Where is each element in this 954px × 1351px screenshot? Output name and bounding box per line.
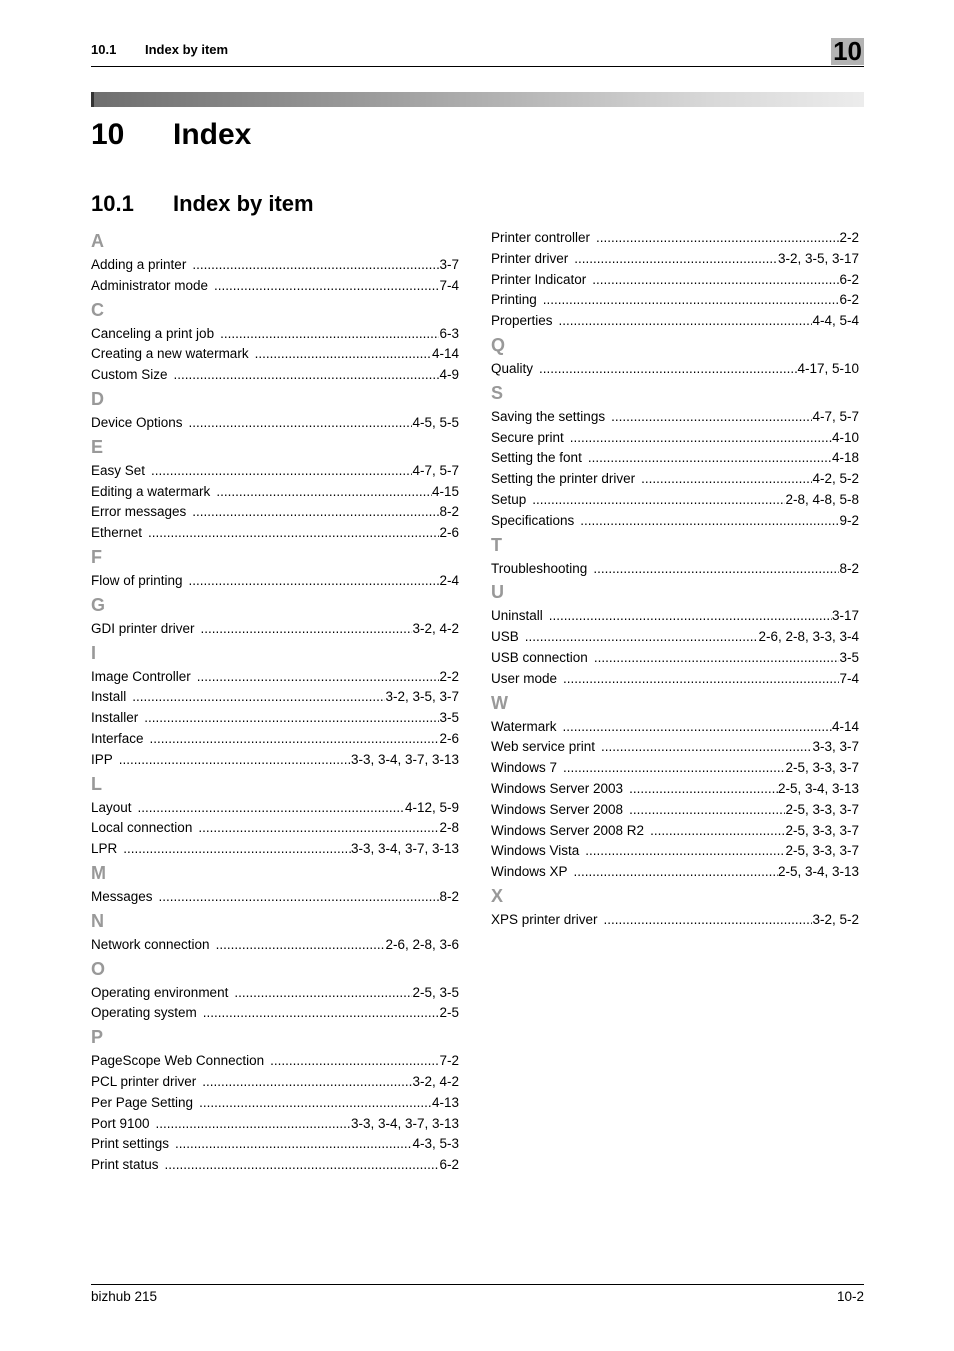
index-letter-heading: I <box>91 642 97 663</box>
index-entry-pages: 4-14 <box>831 718 859 734</box>
index-entry <box>491 606 859 627</box>
decorative-gradient-bar <box>91 92 864 107</box>
index-entry <box>91 255 459 276</box>
index-entry-term: Easy Set <box>91 462 146 478</box>
dot-leader <box>588 448 832 469</box>
page-footer <box>91 1284 864 1309</box>
index-column-right <box>491 228 859 931</box>
dot-leader <box>650 821 785 842</box>
dot-leader <box>559 311 813 332</box>
index-entry-term: Editing a watermark <box>91 483 211 499</box>
index-entry-term: Error messages <box>91 504 187 520</box>
index-entry <box>91 413 459 434</box>
index-entry-pages: 3-5 <box>439 710 459 726</box>
index-entry <box>91 1155 459 1176</box>
index-entry <box>491 270 859 291</box>
index-entry <box>491 841 859 862</box>
index-entry <box>91 687 459 708</box>
index-entry-pages: 6-2 <box>839 292 859 308</box>
index-entry-pages: 2-6, 2-8, 3-3, 3-4 <box>758 629 859 645</box>
index-column-left <box>91 228 459 1176</box>
dot-leader <box>563 669 839 690</box>
index-entry <box>491 359 859 380</box>
index-entry-pages: 2-8, 4-8, 5-8 <box>785 491 859 507</box>
index-entry-pages: 3-7 <box>439 257 459 272</box>
chapter-heading <box>91 118 251 152</box>
index-entry-term: Windows Vista <box>491 843 580 859</box>
index-letter-heading: P <box>91 1027 104 1048</box>
dot-leader <box>151 461 412 482</box>
index-entry-pages: 6-2 <box>839 271 859 287</box>
dot-leader <box>144 708 439 729</box>
header-chapter-number: 10 <box>833 36 862 66</box>
dot-leader <box>574 862 778 883</box>
index-entry-term: LPR <box>91 841 118 857</box>
dot-leader <box>580 511 839 532</box>
index-entry-pages: 3-3, 3-4, 3-7, 3-13 <box>350 751 459 767</box>
index-entry <box>491 669 859 690</box>
index-entry-pages: 3-2, 3-5, 3-7 <box>385 689 459 705</box>
index-entry-pages: 2-6 <box>439 730 459 746</box>
dot-leader <box>596 228 839 249</box>
dot-leader <box>563 717 832 738</box>
index-entry-pages: 3-5 <box>839 649 859 665</box>
index-entry-pages: 6-2 <box>439 1157 459 1173</box>
dot-leader <box>132 687 385 708</box>
index-entry-term: Messages <box>91 888 153 904</box>
dot-leader <box>611 407 812 428</box>
index-entry-pages: 3-2, 3-5, 3-17 <box>777 250 859 266</box>
index-entry-pages: 4-17, 5-10 <box>797 360 859 376</box>
index-entry <box>91 365 459 386</box>
index-entry-term: Interface <box>91 730 144 746</box>
dot-leader <box>197 667 440 688</box>
chapter-title: Index <box>173 118 252 151</box>
index-entry-term: Per Page Setting <box>91 1094 194 1110</box>
index-entry-pages: 2-5, 3-3, 3-7 <box>785 760 859 776</box>
index-entry-term: User mode <box>491 670 558 686</box>
index-entry <box>91 461 459 482</box>
index-entry-pages: 4-12, 5-9 <box>404 799 459 815</box>
index-entry-pages: 4-4, 5-4 <box>812 313 859 329</box>
index-entry-term: Adding a printer <box>91 257 187 272</box>
dot-leader <box>220 324 439 345</box>
index-entry-term: Custom Size <box>91 367 168 383</box>
dot-leader <box>585 841 785 862</box>
dot-leader <box>641 469 812 490</box>
dot-leader <box>563 758 785 779</box>
dot-leader <box>629 779 778 800</box>
index-letter-heading: C <box>91 299 104 320</box>
index-entry-pages: 7-2 <box>439 1053 459 1069</box>
chapter-number: 10 <box>91 118 125 151</box>
index-entry-pages: 4-13 <box>431 1094 459 1110</box>
index-entry <box>491 758 859 779</box>
index-letter-heading: Q <box>491 334 506 355</box>
index-entry-term: Troubleshooting <box>491 560 588 576</box>
index-entry-pages: 2-6, 2-8, 3-6 <box>385 936 459 952</box>
index-entry-term: Network connection <box>91 936 210 952</box>
index-letter-heading: T <box>491 534 502 555</box>
index-letter-heading: A <box>91 231 104 251</box>
dot-leader <box>150 729 440 750</box>
index-entry <box>91 983 459 1004</box>
index-entry-term: Properties <box>491 313 553 329</box>
index-entry <box>91 1134 459 1155</box>
index-entry-pages: 2-5, 3-3, 3-7 <box>785 801 859 817</box>
index-letter-heading: L <box>91 773 102 794</box>
index-entry <box>491 228 859 249</box>
dot-leader <box>165 1155 440 1176</box>
dot-leader <box>216 482 432 503</box>
dot-leader <box>255 344 432 365</box>
index-entry-term: PCL printer driver <box>91 1073 197 1089</box>
index-entry-term: IPP <box>91 751 113 767</box>
index-entry <box>491 800 859 821</box>
index-entry <box>491 311 859 332</box>
index-entry-term: Secure print <box>491 429 564 445</box>
index-entry-pages: 2-4 <box>439 572 459 588</box>
dot-leader <box>119 750 351 771</box>
index-entry-term: Local connection <box>91 820 193 836</box>
index-entry-term: Layout <box>91 799 132 815</box>
index-entry-pages: 2-2 <box>439 668 459 684</box>
index-entry-term: Image Controller <box>91 668 191 684</box>
dot-leader <box>525 627 759 648</box>
dot-leader <box>203 1003 440 1024</box>
dot-leader <box>138 798 405 819</box>
index-entry-term: Installer <box>91 710 139 726</box>
header-section-number: 10.1 <box>91 42 117 57</box>
index-entry-term: PageScope Web Connection <box>91 1053 265 1069</box>
dot-leader <box>148 523 439 544</box>
dot-leader <box>189 413 413 434</box>
index-entry-term: Windows Server 2008 <box>491 801 624 817</box>
index-entry-term: Windows Server 2003 <box>491 780 624 796</box>
index-entry <box>91 839 459 860</box>
index-entry-term: Printer Indicator <box>491 271 587 287</box>
index-entry-term: USB <box>491 629 519 645</box>
index-entry-pages: 4-5, 5-5 <box>412 414 459 430</box>
dot-leader <box>189 571 440 592</box>
index-entry-term: Printer controller <box>491 230 591 245</box>
header-section-title: Index by item <box>145 42 229 57</box>
index-entry-term: Device Options <box>91 414 183 430</box>
index-entry <box>91 729 459 750</box>
index-entry-term: Creating a new watermark <box>91 346 249 362</box>
index-entry-term: Canceling a print job <box>91 325 215 341</box>
index-entry-term: Saving the settings <box>491 408 606 424</box>
index-entry <box>491 428 859 449</box>
index-entry <box>491 627 859 648</box>
index-entry-pages: 4-3, 5-3 <box>412 1136 459 1152</box>
index-entry-pages: 7-4 <box>439 277 459 293</box>
dot-leader <box>592 270 839 291</box>
index-entry-term: Windows XP <box>491 864 568 880</box>
section-title: Index by item <box>173 191 314 216</box>
index-entry-term: Operating system <box>91 1005 197 1021</box>
index-entry-term: Setting the printer driver <box>491 471 636 487</box>
index-entry <box>491 469 859 490</box>
index-entry-pages: 2-5, 3-3, 3-7 <box>785 843 859 859</box>
dot-leader <box>214 276 439 297</box>
index-entry <box>91 1003 459 1024</box>
index-entry-pages: 9-2 <box>839 512 859 528</box>
index-entry-pages: 3-3, 3-4, 3-7, 3-13 <box>350 1115 459 1131</box>
index-entry-pages: 2-5, 3-4, 3-13 <box>777 864 859 880</box>
footer-product-name: bizhub 215 <box>91 1289 158 1304</box>
index-entry-term: GDI printer driver <box>91 620 195 636</box>
index-entry <box>91 667 459 688</box>
index-entry <box>491 862 859 883</box>
index-entry-pages: 3-2, 5-2 <box>812 911 859 927</box>
index-entry-pages: 4-18 <box>831 450 859 466</box>
index-entry-pages: 3-2, 4-2 <box>412 620 459 636</box>
index-entry <box>91 619 459 640</box>
index-entry-pages: 8-2 <box>439 504 459 520</box>
index-entry-pages: 4-10 <box>831 429 859 445</box>
index-entry <box>91 750 459 771</box>
index-entry-term: Print settings <box>91 1136 170 1152</box>
index-letter-heading: N <box>91 910 104 931</box>
dot-leader <box>216 935 386 956</box>
index-entry <box>91 1051 459 1072</box>
index-entry <box>91 482 459 503</box>
index-entry-term: Uninstall <box>491 608 543 624</box>
index-entry-pages: 3-3, 3-7 <box>812 739 859 755</box>
dot-leader <box>159 887 440 908</box>
index-entry <box>91 887 459 908</box>
index-entry-pages: 4-14 <box>431 346 459 362</box>
dot-leader <box>202 1072 412 1093</box>
gradient-bar-tick <box>91 92 94 107</box>
index-entry-pages: 3-2, 4-2 <box>412 1073 459 1089</box>
index-entry <box>91 1072 459 1093</box>
index-entry <box>91 324 459 345</box>
index-letter-heading: G <box>91 594 106 615</box>
index-entry <box>91 571 459 592</box>
index-entry-pages: 2-6 <box>439 525 459 541</box>
index-entry <box>491 490 859 511</box>
index-entry <box>91 1093 459 1114</box>
index-letter-heading: U <box>491 582 504 603</box>
footer-page-number: 10-2 <box>836 1289 864 1304</box>
index-entry-term: Printer driver <box>491 250 569 266</box>
index-entry-term: Setup <box>491 491 527 507</box>
index-entry <box>491 821 859 842</box>
index-letter-heading: F <box>91 546 102 567</box>
index-entry-pages: 4-9 <box>439 367 459 383</box>
dot-leader <box>543 290 840 311</box>
index-entry <box>491 290 859 311</box>
dot-leader <box>192 502 439 523</box>
index-entry-term: Setting the font <box>491 450 582 466</box>
index-entry-pages: 2-5, 3-5 <box>412 984 459 1000</box>
dot-leader <box>175 1134 412 1155</box>
index-entry-term: Specifications <box>491 512 575 528</box>
index-entry-pages: 2-5 <box>439 1005 459 1021</box>
index-entry <box>491 910 859 931</box>
index-entry-term: Printing <box>491 292 537 308</box>
index-entry <box>491 648 859 669</box>
dot-leader <box>192 255 439 276</box>
index-entry <box>491 737 859 758</box>
index-entry-pages: 2-8 <box>439 820 459 836</box>
index-entry-pages: 2-5, 3-3, 3-7 <box>785 822 859 838</box>
section-heading <box>91 191 314 217</box>
index-entry-term: Watermark <box>491 718 557 734</box>
dot-leader <box>539 359 797 380</box>
dot-leader <box>201 619 413 640</box>
index-entry-term: Windows 7 <box>491 760 558 776</box>
index-entry-pages: 8-2 <box>439 888 459 904</box>
index-entry <box>491 717 859 738</box>
index-letter-heading: O <box>91 958 106 979</box>
index-entry-pages: 2-5, 3-4, 3-13 <box>777 780 859 796</box>
section-number: 10.1 <box>91 191 134 216</box>
index-entry <box>91 523 459 544</box>
dot-leader <box>601 737 812 758</box>
dot-leader <box>594 648 840 669</box>
index-entry <box>91 344 459 365</box>
dot-leader <box>549 606 832 627</box>
index-entry-pages: 8-2 <box>839 560 859 576</box>
dot-leader <box>570 428 832 449</box>
index-entry-pages: 4-7, 5-7 <box>412 462 459 478</box>
running-header <box>91 36 864 67</box>
dot-leader <box>156 1114 351 1135</box>
index-entry-term: Quality <box>491 360 534 376</box>
index-entry-term: Operating environment <box>91 984 229 1000</box>
index-entry <box>91 935 459 956</box>
dot-leader <box>532 490 785 511</box>
index-entry-term: Install <box>91 689 127 705</box>
dot-leader <box>574 249 778 270</box>
dot-leader <box>123 839 351 860</box>
index-letter-heading: X <box>491 885 504 906</box>
index-entry <box>491 559 859 580</box>
index-letter-heading: M <box>91 862 106 883</box>
index-entry <box>491 249 859 270</box>
index-entry <box>91 502 459 523</box>
index-entry <box>91 708 459 729</box>
index-entry <box>491 779 859 800</box>
index-entry-term: Windows Server 2008 R2 <box>491 822 645 838</box>
index-entry-term: Print status <box>91 1157 159 1173</box>
index-entry-pages: 3-3, 3-4, 3-7, 3-13 <box>350 841 459 857</box>
index-entry <box>491 511 859 532</box>
index-entry-term: Administrator mode <box>91 277 209 293</box>
index-letter-heading: S <box>491 382 504 403</box>
index-entry-term: Flow of printing <box>91 572 183 588</box>
dot-leader <box>198 818 439 839</box>
index-entry-pages: 7-4 <box>839 670 859 686</box>
index-entry <box>91 1114 459 1135</box>
index-entry <box>91 818 459 839</box>
index-entry-term: Web service print <box>491 739 596 755</box>
index-entry <box>91 276 459 297</box>
index-letter-heading: E <box>91 436 104 457</box>
index-entry-pages: 4-7, 5-7 <box>812 408 859 424</box>
index-entry-pages: 4-15 <box>431 483 459 499</box>
index-entry-pages: 3-17 <box>831 608 859 624</box>
dot-leader <box>629 800 785 821</box>
dot-leader <box>604 910 813 931</box>
index-entry-pages: 6-3 <box>439 325 459 341</box>
dot-leader <box>234 983 412 1004</box>
index-entry-term: XPS printer driver <box>491 911 598 927</box>
index-entry <box>491 407 859 428</box>
index-entry <box>491 448 859 469</box>
dot-leader <box>593 559 839 580</box>
dot-leader <box>199 1093 432 1114</box>
index-entry-pages: 2-2 <box>839 230 859 245</box>
index-entry-term: USB connection <box>491 649 588 665</box>
index-entry-term: Ethernet <box>91 525 143 541</box>
index-entry-term: Port 9100 <box>91 1115 150 1131</box>
dot-leader <box>270 1051 439 1072</box>
index-letter-heading: W <box>491 692 508 713</box>
index-entry <box>91 798 459 819</box>
index-entry-pages: 4-2, 5-2 <box>812 471 859 487</box>
index-letter-heading: D <box>91 388 104 409</box>
dot-leader <box>174 365 440 386</box>
